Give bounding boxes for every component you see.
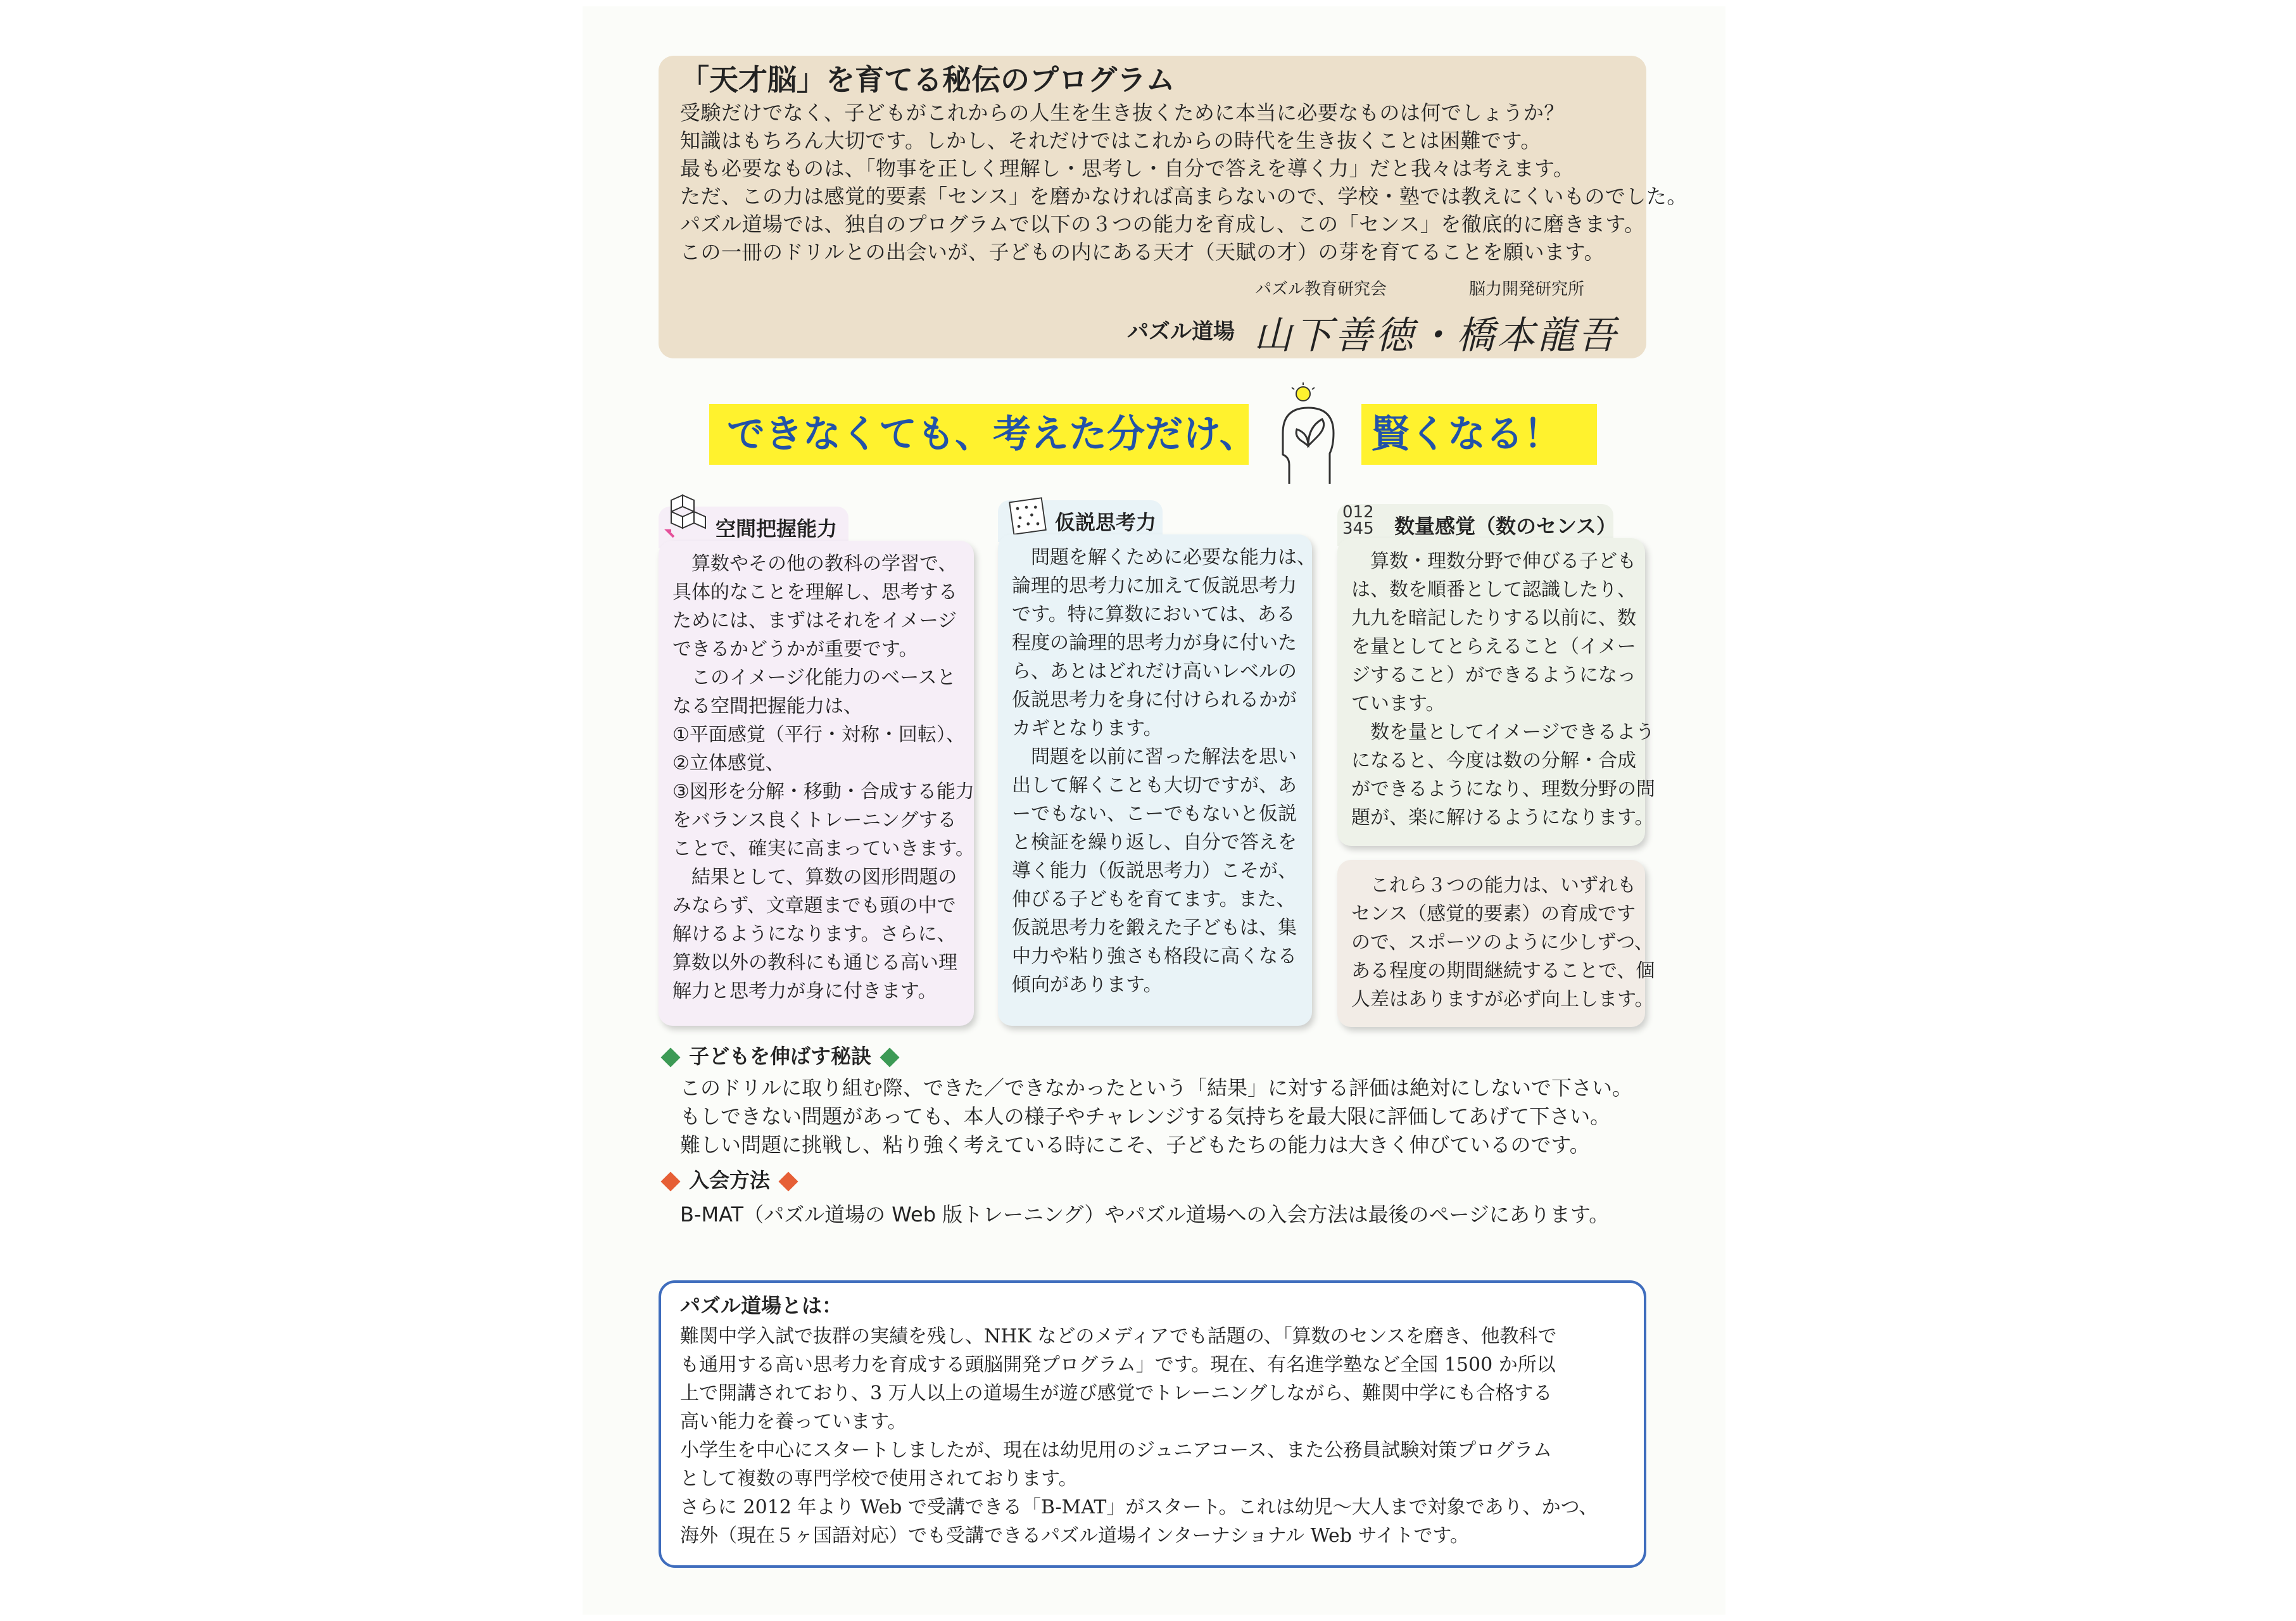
diamond-icon [880, 1047, 899, 1067]
column-line: なる空間把握能力は、 [672, 695, 862, 717]
column-line: 問題を以前に習った解法を思い [1012, 746, 1297, 768]
column-line: 導く能力（仮説思考力）こそが、 [1012, 860, 1297, 882]
column-line: ています。 [1351, 693, 1445, 715]
column-line: を量としてとらえること（イメー [1351, 636, 1636, 658]
about-line: も通用する高い思考力を育成する頭脳開発プログラム」です。現在、有名進学塾など全国 1500 か所以 [680, 1354, 1556, 1376]
intro-line: 知識はもちろん大切です。しかし、それだけではこれからの時代を生き抜くことは困難です。 [680, 129, 1541, 153]
secret-heading [659, 1042, 908, 1070]
secret-heading-text: 子どもを伸ばす秘訣 [689, 1044, 872, 1068]
summary-line: ので、スポーツのように少しずつ、 [1351, 931, 1653, 954]
summary-line: センス（感覚的要素）の育成です [1351, 903, 1636, 925]
column-line: 傾向があります。 [1012, 974, 1163, 996]
column-line: ーでもない、こーでもないと仮説 [1012, 803, 1297, 825]
signature-org-puzzle: パズル教育研究会 [1255, 280, 1387, 299]
column-line: 仮説思考力を身に付けられるかが [1012, 689, 1297, 711]
secret-line: このドリルに取り組む際、できた／できなかったという「結果」に対する評価は絶対にしないで下さい。 [680, 1076, 1633, 1100]
column-line: みならず、文章題までも頭の中で [672, 895, 956, 917]
banner-left [709, 404, 1258, 465]
column-line: は、数を順番として認識したり、 [1351, 579, 1636, 601]
column-body [659, 541, 974, 1026]
signature-dojo: パズル道場 [1127, 319, 1235, 344]
column-line: ら、あとはどれだけ高いレベルの [1012, 660, 1297, 683]
cubes-icon [664, 493, 708, 543]
column-line: ジすること）ができるようになっ [1351, 664, 1636, 686]
join-heading [659, 1166, 807, 1194]
about-line: 上で開講されており、3 万人以上の道場生が遊び感覚でトレーニングしながら、難関中学にも合格する [680, 1382, 1553, 1404]
intro-box [659, 56, 1687, 358]
join-heading-text: 入会方法 [689, 1168, 771, 1192]
column-title: 数量感覚（数のセンス） [1394, 514, 1617, 538]
summary-box [1337, 860, 1655, 1027]
column-line: ことで、確実に高まっていきます。 [672, 838, 975, 860]
intro-line: ただ、この力は感覚的要素「センス」を磨かなければ高まらないので、学校・塾では教えにくいものでした。 [680, 184, 1687, 208]
column-line: ためには、まずはそれをイメージ [672, 610, 957, 632]
secret-text [680, 1074, 1632, 1159]
about-line: 高い能力を養っています。 [680, 1411, 907, 1433]
column-number-sense [1337, 503, 1655, 846]
column-spatial [659, 507, 974, 1026]
column-line: 算数・理数分野で伸びる子ども [1351, 550, 1636, 572]
intro-line: パズル道場では、独自のプログラムで以下の３つの能力を育成し、この「センス」を徹底的に磨きます。 [680, 212, 1645, 236]
column-line: 問題を解くために必要な能力は、 [1012, 546, 1316, 569]
lightbulb-head-icon [1264, 382, 1353, 484]
diamond-icon [778, 1171, 798, 1191]
column-line: 中力や粘り強さも格段に高くなる [1012, 945, 1297, 968]
summary-line: 人差はありますが必ず向上します。 [1351, 988, 1654, 1011]
banner-right-text: 賢くなる！ [1372, 412, 1561, 457]
column-line: ③図形を分解・移動・合成する能力 [672, 781, 975, 803]
column-title: 仮説思考力 [1055, 510, 1157, 534]
diamond-icon [660, 1171, 680, 1191]
column-line: できるかどうかが重要です。 [672, 638, 918, 660]
column-line: 具体的なことを理解し、思考する [672, 581, 957, 603]
column-line: ができるようになり、理数分野の問 [1351, 778, 1655, 800]
column-title: 空間把握能力 [716, 517, 838, 541]
summary-line: ある程度の期間継続することで、個 [1351, 960, 1655, 982]
column-line: 算数やその他の教科の学習で、 [672, 553, 957, 575]
column-line: と検証を繰り返し、自分で答えを [1012, 831, 1297, 854]
signature-names: 山下善徳・橋本龍吾 [1254, 313, 1618, 358]
column-line: 九九を暗記したりする以前に、数 [1351, 607, 1636, 629]
column-line: 伸びる子どもを育てます。また、 [1012, 888, 1296, 911]
banner-left-text: できなくても、考えた分だけ、 [727, 412, 1258, 457]
about-line: 小学生を中心にスタートしましたが、現在は幼児用のジュニアコース、また公務員試験対策プログラム [680, 1439, 1552, 1461]
join-line: B-MAT（パズル道場の Web 版トレーニング）やパズル道場への入会方法は最後のページにあります。 [680, 1202, 1610, 1227]
column-line: 算数以外の教科にも通じる高い理 [672, 952, 957, 974]
about-line: さらに 2012 年より Web で受講できる「B-MAT」がスタート。これは幼児～大人まで対象であり、かつ、 [680, 1496, 1598, 1518]
about-box [659, 1280, 1646, 1568]
column-line: 論理的思考力に加えて仮説思考力 [1012, 575, 1297, 597]
column-body [998, 534, 1316, 1026]
column-line: 仮説思考力を鍛えた子どもは、集 [1012, 917, 1297, 939]
column-hypothesis [998, 500, 1316, 1026]
column-line: 解力と思考力が身に付きます。 [672, 980, 937, 1002]
column-line: 出して解くことも大切ですが、あ [1012, 774, 1297, 797]
column-line: 解けるようになります。さらに、 [672, 923, 956, 945]
puzzle-grid-icon [1007, 496, 1049, 538]
column-body [1337, 538, 1655, 846]
numbers-icon: 012345 [1342, 503, 1374, 538]
column-line: 程度の論理的思考力が身に付いた [1012, 632, 1297, 654]
about-line: 難関中学入試で抜群の実績を残し、NHK などのメディアでも話題の、「算数のセンスを磨き、他教科で [680, 1325, 1557, 1347]
column-line: ①平面感覚（平行・対称・回転）、 [672, 724, 965, 746]
intro-line: この一冊のドリルとの出会いが、子どもの内にある天才（天賦の才）の芽を育てることを願います。 [680, 240, 1605, 264]
column-line: カギとなります。 [1012, 717, 1163, 740]
summary-line: これら３つの能力は、いずれも [1351, 874, 1636, 897]
column-line: になると、今度は数の分解・合成 [1351, 750, 1636, 772]
column-line: 結果として、算数の図形問題の [672, 866, 957, 888]
column-line: をバランス良くトレーニングする [672, 809, 957, 831]
about-title: パズル道場とは： [680, 1294, 843, 1318]
diamond-icon [660, 1047, 680, 1067]
about-line: 海外（現在５ヶ国語対応）でも受講できるパズル道場インターナショナル Web サイトです。 [680, 1525, 1470, 1547]
intro-line: 最も必要なものは、「物事を正しく理解し・思考し・自分で答えを導く力」だと我々は考えます。 [680, 156, 1574, 180]
banner-right [1361, 404, 1597, 465]
secret-line: もしできない問題があっても、本人の様子やチャレンジする気持ちを最大限に評価してあげて下さい。 [680, 1104, 1611, 1128]
column-line: 題が、楽に解けるようになります。 [1351, 807, 1654, 829]
intro-line: 受験だけでなく、子どもがこれからの人生を生き抜くために本当に必要なものは何でしょうか？ [680, 101, 1565, 125]
join-text [680, 1201, 1609, 1229]
about-line: として複数の専門学校で使用されております。 [680, 1468, 1078, 1490]
column-line: ②立体感覚、 [672, 752, 785, 774]
column-line: このイメージ化能力のベースと [672, 667, 956, 689]
signature-org-brain: 脳力開発研究所 [1469, 280, 1585, 299]
column-line: 数を量としてイメージできるよう [1351, 721, 1655, 743]
secret-line: 難しい問題に挑戦し、粘り強く考えている時にこそ、子どもたちの能力は大きく伸びているのです。 [680, 1133, 1590, 1157]
signature-block [659, 271, 1646, 358]
column-line: です。特に算数においては、ある [1012, 603, 1296, 626]
intro-title: 「天才脳」を育てる秘伝のプログラム [680, 63, 1175, 97]
